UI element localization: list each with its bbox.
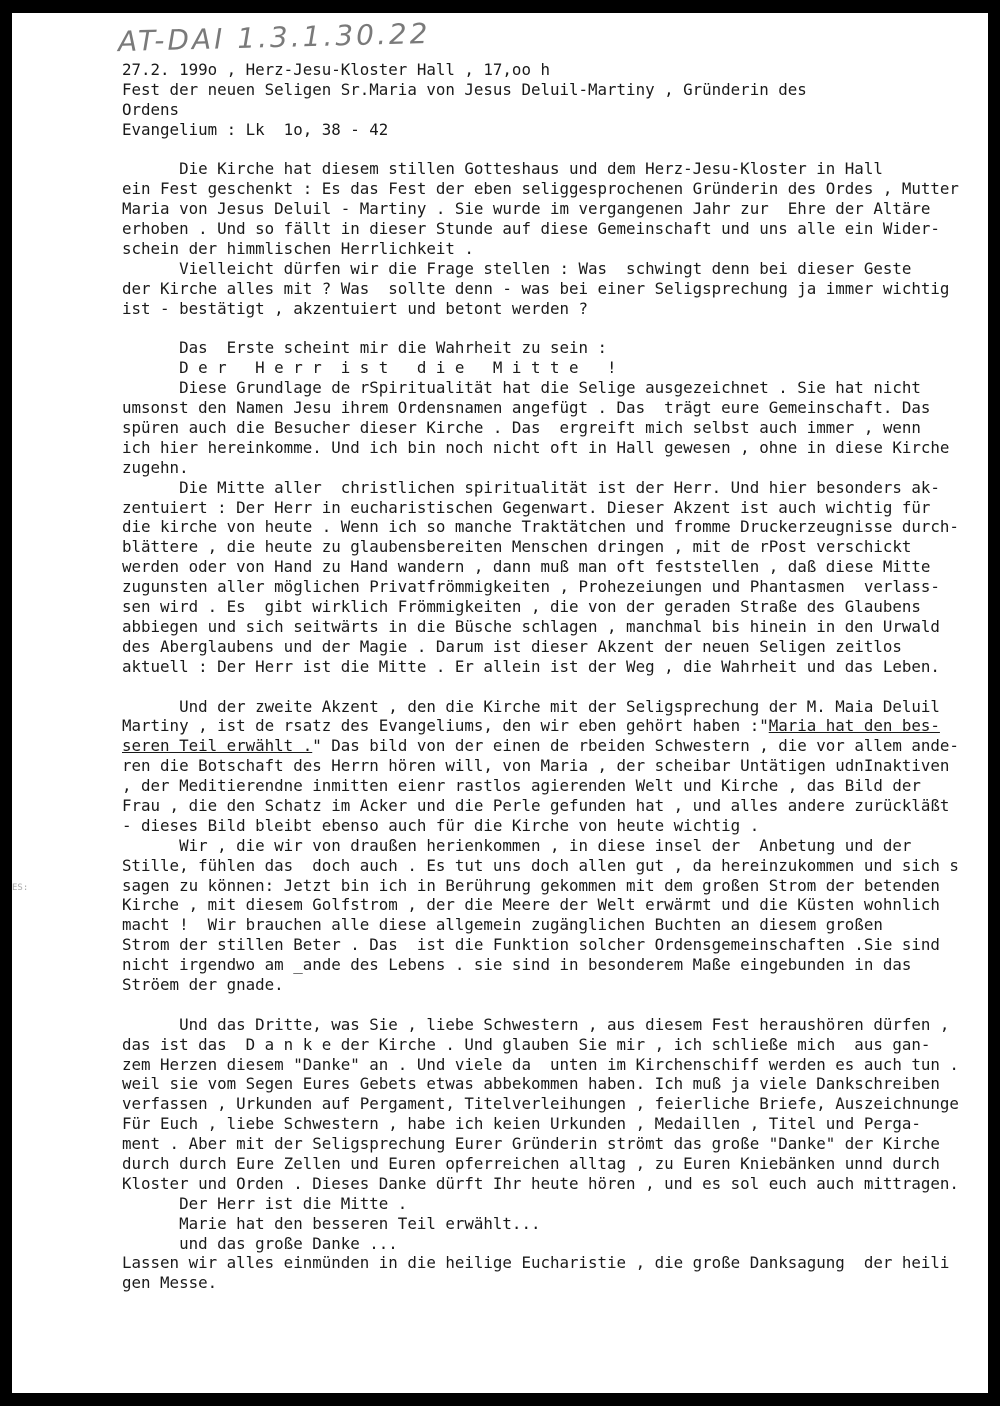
text-line: Lassen wir alles einmünden in die heilige Eucharistie , die große Danksagung der heili — [122, 1253, 950, 1273]
text-line: zem Herzen diesem "Danke" an . Und viele da unten im Kirchenschiff werden es auch tun . — [122, 1054, 959, 1074]
text-line: macht ! Wir brauchen alle diese allgemein zugänglichen Buchten an diesem großen — [122, 915, 883, 935]
text-line: D e r H e r r i s t d i e M i t t e ! — [122, 358, 617, 378]
header-line: 27.2. 199o , Herz-Jesu-Kloster Hall , 17,oo h — [122, 60, 550, 79]
text-line: Ströem der gnade. — [122, 974, 284, 994]
text-line: ment . Aber mit der Seligsprechung Eurer Gründerin strömt das große "Danke" der Kirche — [122, 1134, 940, 1154]
spacer — [122, 319, 988, 339]
text-line: werden oder von Hand zu Hand wandern , dann muß man oft feststellen , daß diese Mitte — [122, 557, 931, 577]
document-page — [12, 13, 988, 1393]
text-line: spüren auch die Besucher dieser Kirche . Das ergreift mich selbst auch immer , wenn — [122, 418, 921, 438]
text-line: verfassen , Urkunden auf Pergament, Titelverleihungen , feierliche Briefe, Auszeichnunge — [122, 1094, 959, 1114]
text-line: Frau , die den Schatz im Acker und die Perle gefunden hat , und alles andere zurückläßt — [122, 795, 950, 815]
text-line: Das Erste scheint mir die Wahrheit zu sein : — [122, 338, 608, 358]
text-line: Strom der stillen Beter . Das ist die Funktion solcher Ordensgemeinschaften .Sie sind — [122, 935, 940, 955]
text-line: Und das Dritte, was Sie , liebe Schwestern , aus diesem Fest heraushören dürfen , — [122, 1014, 950, 1034]
text-line: Kirche , mit diesem Golfstrom , der die Meere der Welt erwärmt und die Küsten wohnlich — [122, 895, 940, 915]
text-line: zugunsten aller möglichen Privatfrömmigkeiten , Prohezeiungen und Phantasmen verlass- — [122, 577, 940, 597]
text-line: sen wird . Es gibt wirklich Frömmigkeiten , die von der geraden Straße des Glaubens — [122, 597, 921, 617]
margin-mark: ES: — [12, 883, 29, 893]
text-line: das ist das D a n k e der Kirche . Und glauben Sie mir , ich schließe mich aus gan- — [122, 1034, 931, 1054]
text-line: Für Euch , liebe Schwestern , habe ich keien Urkunden , Medaillen , Titel und Perga- — [122, 1114, 921, 1134]
header-line: Evangelium : Lk 1o, 38 - 42 — [122, 119, 389, 139]
text-line: Wir , die wir von draußen herienkommen , in diese insel der Anbetung und der — [122, 835, 912, 855]
spacer — [122, 677, 988, 697]
text-line: zentuiert : Der Herr in eucharistischen Gegenwart. Dieser Akzent ist auch wichtig für — [122, 497, 931, 517]
paragraph-1 — [122, 159, 988, 318]
text-line: ich hier hereinkomme. Und ich bin noch nicht oft in Hall gewesen , ohne in diese Kirche — [122, 437, 950, 457]
text-line: gen Messe. — [122, 1273, 218, 1293]
text-line: Die Kirche hat diesem stillen Gotteshaus und dem Herz-Jesu-Kloster in Hall — [122, 159, 883, 179]
text-line: nicht irgendwo am _ande des Lebens . sie sind in besonderem Maße eingebunden in das — [122, 955, 912, 975]
paragraph-2 — [122, 338, 988, 676]
paragraph-4 — [122, 1015, 988, 1293]
text-line: Diese Grundlage de rSpiritualität hat die Selige ausgezeichnet . Sie hat nicht — [122, 378, 921, 398]
text-line — [122, 716, 988, 736]
text-line: , der Meditierendne inmitten eienr rastlos agierenden Welt und Kirche , das Bild der — [122, 776, 921, 796]
text-line: Und der zweite Akzent , den die Kirche mit der Seligsprechung der M. Maia Deluil — [122, 696, 940, 716]
underlined-quote: Maria hat den bes- — [768, 716, 940, 736]
text-line: des Aberglaubens und der Magie . Darum ist dieser Akzent der neuen Seligen zeitlos — [122, 636, 902, 656]
header-line: Fest der neuen Seligen Sr.Maria von Jesus Deluil-Martiny , Gründerin des — [122, 79, 807, 99]
text-line: Vielleicht dürfen wir die Frage stellen : Was schwingt denn bei dieser Geste — [122, 258, 912, 278]
text-line: Marie hat den besseren Teil erwählt... — [122, 1213, 541, 1233]
text-line: ist - bestätigt , akzentuiert und betont werden ? — [122, 298, 589, 318]
text-line: weil sie vom Segen Eures Gebets etwas abbekommen haben. Ich muß ja viele Dankschreiben — [122, 1074, 940, 1094]
text-line: erhoben . Und so fällt in dieser Stunde auf diese Gemeinschaft und uns alle ein Wider- — [122, 219, 940, 239]
text-segment: " Das bild von der einen de rbeiden Schwestern , die vor allem ande- — [312, 736, 959, 756]
text-line: zugehn. — [122, 457, 189, 477]
text-line: und das große Danke ... — [122, 1233, 398, 1253]
text-line: aktuell : Der Herr ist die Mitte . Er allein ist der Weg , die Wahrheit und das Leben. — [122, 656, 940, 676]
paragraph-3 — [122, 697, 988, 995]
text-line: ein Fest geschenkt : Es das Fest der eben seliggesprochenen Gründerin des Ordes , Mutter — [122, 179, 959, 199]
text-segment: Martiny , ist de rsatz des Evangeliums, den wir eben gehört haben :" — [122, 716, 769, 736]
text-line: durch durch Eure Zellen und Euren opferreichen alltag , zu Euren Kniebänken unnd durch — [122, 1153, 940, 1173]
text-line: Stille, fühlen das doch auch . Es tut uns doch allen gut , da hereinzukommen und sich s — [122, 855, 959, 875]
text-line: die kirche von heute . Wenn ich so manche Traktätchen und fromme Druckerzeugnisse durch- — [122, 517, 959, 537]
text-line: Der Herr ist die Mitte . — [122, 1193, 408, 1213]
text-line: Die Mitte aller christlichen spiritualität ist der Herr. Und hier besonders ak- — [122, 477, 940, 497]
text-line: Kloster und Orden . Dieses Danke dürft Ihr heute hören , und es sol euch auch mittragen. — [122, 1173, 959, 1193]
text-line: ren die Botschaft des Herrn hören will, von Maria , der scheibar Untätigen udnInaktiven — [122, 756, 950, 776]
spacer — [122, 140, 988, 160]
text-line: Maria von Jesus Deluil - Martiny . Sie wurde im vergangenen Jahr zur Ehre der Altäre — [122, 199, 931, 219]
text-line: umsonst den Namen Jesu ihrem Ordensnamen angefügt . Das trägt eure Gemeinschaft. Das — [122, 398, 931, 418]
text-line: der Kirche alles mit ? Was sollte denn - was bei einer Seligsprechung ja immer wichtig — [122, 278, 950, 298]
archive-signature: AT-DAI 1.3.1.30.22 — [117, 16, 431, 59]
underlined-quote: seren Teil erwählt . — [122, 736, 313, 756]
text-line: abbiegen und sich seitwärts in die Büsche schlagen , manchmal bis hinein in den Urwald — [122, 616, 940, 636]
text-line — [122, 736, 988, 756]
text-line: blättere , die heute zu glaubensbereiten Menschen dringen , mit de rPost verschickt — [122, 537, 912, 557]
text-line: schein der himmlischen Herrlichkeit . — [122, 239, 474, 259]
document-body — [122, 60, 988, 1293]
text-line: - dieses Bild bleibt ebenso auch für die Kirche von heute wichtig . — [122, 815, 760, 835]
spacer — [122, 995, 988, 1015]
text-line: sagen zu können: Jetzt bin ich in Berührung gekommen mit dem großen Strom der betenden — [122, 875, 940, 895]
header-line: Ordens — [122, 99, 180, 119]
